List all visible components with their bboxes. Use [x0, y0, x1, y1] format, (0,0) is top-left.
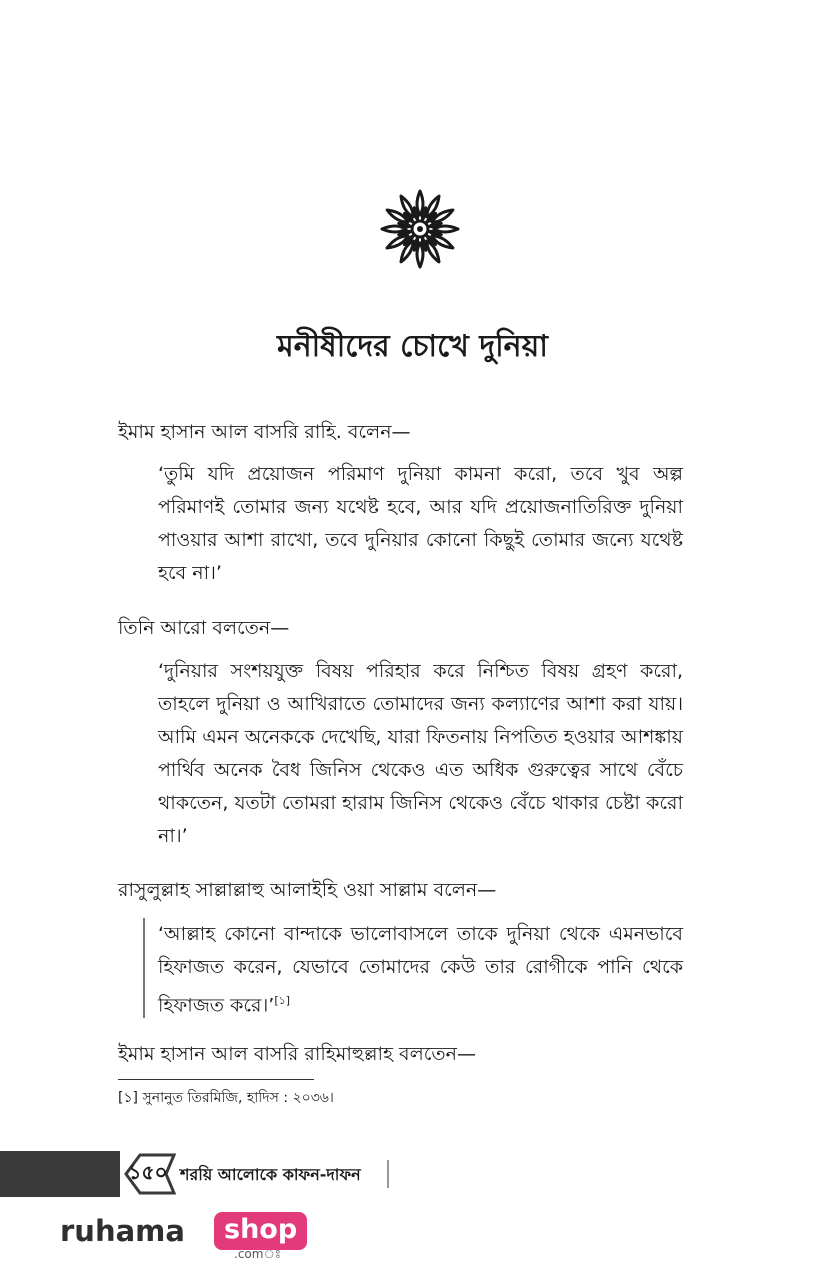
footnote: [১] সুনানুত তিরমিজি, হাদিস : ২০৩৬। — [118, 1090, 334, 1106]
footnote-ref[interactable]: [১] — [274, 994, 291, 1007]
quote-1: ‘তুমি যদি প্রয়োজন পরিমাণ দুনিয়া কামনা করো, তবে খুব অল্প পরিমাণই তোমার জন্য যথেষ্ট হবে, আর যদি প্রয়োজনাতিরিক্ত দুনিয়া পাওয়ার আশা রাখো, তবে দুনিয়ার কোনো কিছুই তোমার জন্যে যথেষ্ট হবে না।’ — [158, 463, 683, 584]
quote-3-text: ‘আল্লাহ কোনো বান্দাকে ভালোবাসলে তাকে দুনিয়া থেকে এমনভাবে হিফাজত করেন, যেভাবে তোমাদের কেউ তার রোগীকে পানি থেকে হিফাজত করে।’ — [158, 923, 683, 1017]
footnote-divider — [118, 1079, 314, 1080]
logo-domain: .comঃ — [234, 1247, 282, 1261]
logo-ruhama: ruhama — [60, 1214, 185, 1248]
floral-ornament-icon — [376, 185, 464, 273]
speaker-line-2: তিনি আরো বলতেন— — [118, 617, 290, 639]
chapter-title: মনীষীদের চোখে দুনিয়া — [277, 329, 548, 364]
quote-bar — [143, 918, 145, 1018]
logo-shop: shop — [214, 1212, 307, 1250]
footer-divider — [387, 1160, 389, 1188]
running-head: শরয়ি আলোকে কাফন-দাফন — [180, 1165, 361, 1184]
quote-2: ‘দুনিয়ার সংশয়যুক্ত বিষয় পরিহার করে নিশ্চিত বিষয় গ্রহণ করো, তাহলে দুনিয়া ও আখিরাতে তোমাদের জন্য কল্যাণের আশা করা যায়। আমি এমন অনেককে দেখেছি, যারা ফিতনায় নিপতিত হওয়ার আশঙ্কায় পার্থিব অনেক বৈধ জিনিস থেকেও এত অধিক গুরুত্বের সাথে বেঁচে থাকতেন, যতটা তোমরা হারাম জিনিস থেকেও বেঁচে থাকার চেষ্টা করো না।’ — [158, 660, 683, 847]
speaker-line-1: ইমাম হাসান আল বাসরি রাহি. বলেন— — [118, 421, 411, 443]
speaker-line-3: রাসুলুল্লাহ সাল্লাল্লাহু আলাইহি ওয়া সাল্লাম বলেন— — [118, 879, 497, 901]
page-number-badge — [116, 1151, 180, 1197]
page-number: ১৫০ — [128, 1159, 168, 1184]
footer-band — [0, 1151, 120, 1197]
quote-3 — [158, 918, 683, 1022]
speaker-line-4: ইমাম হাসান আল বাসরি রাহিমাহুল্লাহ বলতেন— — [118, 1043, 476, 1065]
